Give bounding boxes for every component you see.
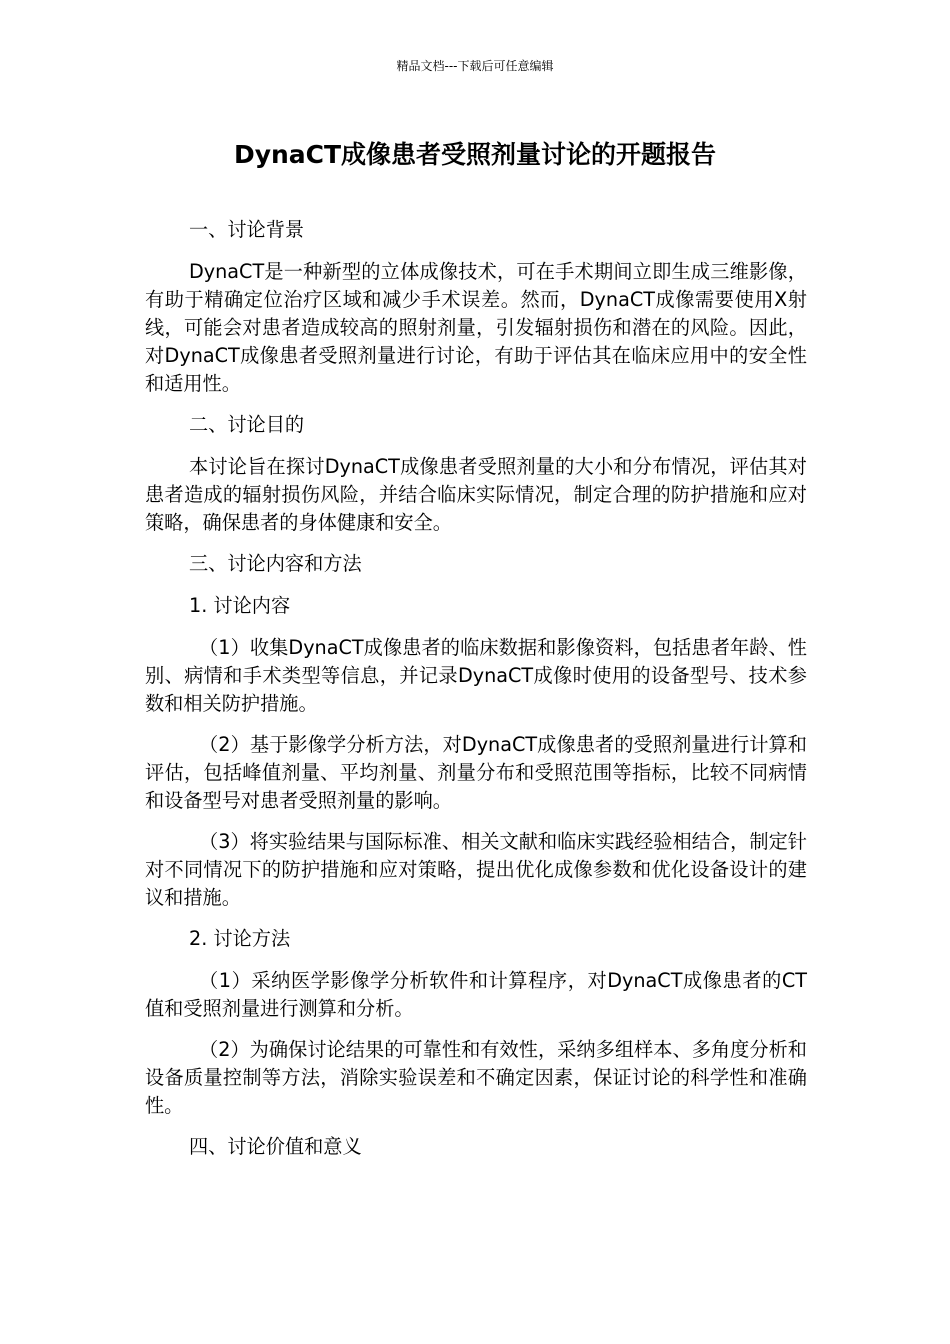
page-header: 精品文档---下载后可任意编辑 <box>396 59 554 73</box>
list-item-method-1: （1）采纳医学影像学分析软件和计算程序，对DynaCT成像患者的CT值和受照剂量进行测算和分析。 <box>145 969 807 1020</box>
paragraph-purpose: 本讨论旨在探讨DynaCT成像患者受照剂量的大小和分布情况，评估其对患者造成的辐射损伤风险，并结合临床实际情况，制定合理的防护措施和应对策略，确保患者的身体健康和安全。 <box>145 455 807 534</box>
list-item-method-2: （2）为确保讨论结果的可靠性和有效性，采纳多组样本、多角度分析和设备质量控制等方法，消除实验误差和不确定因素，保证讨论的科学性和准确性。 <box>145 1038 807 1117</box>
section-heading-value: 四、讨论价值和意义 <box>189 1135 362 1158</box>
document-title: DynaCT成像患者受照剂量讨论的开题报告 <box>233 140 717 169</box>
section-heading-content-method: 三、讨论内容和方法 <box>189 552 362 575</box>
document-body <box>145 216 807 1175</box>
subheading-content: 1. 讨论内容 <box>189 594 291 617</box>
section-heading-background: 一、讨论背景 <box>189 218 305 241</box>
list-item-content-1: （1）收集DynaCT成像患者的临床数据和影像资料，包括患者年龄、性别、病情和手术类型等信息，并记录DynaCT成像时使用的设备型号、技术参数和相关防护措施。 <box>145 636 807 715</box>
list-item-content-2: （2）基于影像学分析方法，对DynaCT成像患者的受照剂量进行计算和评估，包括峰值剂量、平均剂量、剂量分布和受照范围等指标，比较不同病情和设备型号对患者受照剂量的影响。 <box>145 733 807 812</box>
section-heading-purpose: 二、讨论目的 <box>189 413 305 436</box>
paragraph-background: DynaCT是一种新型的立体成像技术，可在手术期间立即生成三维影像，有助于精确定位治疗区域和减少手术误差。然而，DynaCT成像需要使用X射线，可能会对患者造成较高的照射剂量，引发辐射损伤和潜在的风险。因此，对DynaCT成像患者受照剂量进行讨论，有助于评估其在临床应用中的安全性和适用性。 <box>145 260 807 395</box>
subheading-method: 2. 讨论方法 <box>189 927 291 950</box>
list-item-content-3: （3）将实验结果与国际标准、相关文献和临床实践经验相结合，制定针对不同情况下的防护措施和应对策略，提出优化成像参数和优化设备设计的建议和措施。 <box>145 830 807 909</box>
